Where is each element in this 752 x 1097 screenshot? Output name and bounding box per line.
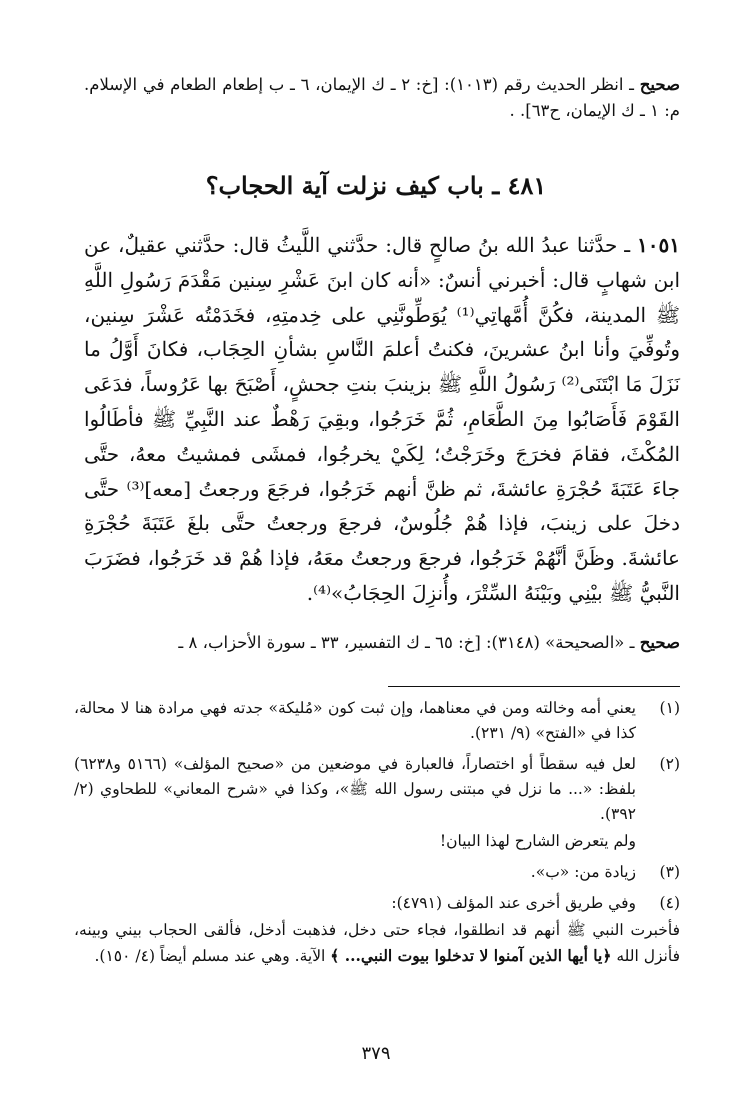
grade-label: صحيح: [639, 633, 680, 652]
footnote-number: (٣): [659, 863, 680, 881]
footnote-number: (٢): [659, 755, 680, 773]
continuation-text-end: الآية. وهي عند مسلم أيضاً (٤/ ١٥٠).: [94, 947, 331, 965]
footnote-number: (٤): [659, 894, 680, 912]
footnote-text: زيادة من: «ب».: [530, 863, 636, 881]
grade-label: صحيح: [639, 75, 680, 94]
continuation-text: فأخبرت النبي ﷺ أنهم قد انطلقوا، فجاء حتى دخل، فذهبت أدخل، فألقى الحجاب بيني وبينه، فأنزل الله: [74, 921, 680, 965]
footnote-number: (١): [659, 699, 680, 717]
footnote-remark: ولم يتعرض الشارح لهذا البيان!: [439, 832, 636, 850]
footnote-item: [74, 752, 680, 854]
footnote-separator: [388, 686, 680, 687]
footnote-text: يعني أمه وخالته ومن في معناهما، وإن ثبت كون «مُليكة» جدته فهي مرادة هنا لا محالة، كذا في «الفتح» (٩/ ٢٣١).: [74, 699, 636, 742]
hadith-body: [84, 228, 680, 611]
page-number: ٣٧٩: [361, 1043, 391, 1064]
footnote-item: [74, 860, 680, 885]
grading-reference: ـ «الصحيحة» (٣١٤٨): [خ: ٦٥ ـ ك التفسير، ٣٣ ـ سورة الأحزاب، ٨ ـ: [178, 633, 640, 652]
footnote-body: [74, 752, 636, 854]
footnote-text: لعل فيه سقطاً أو اختصاراً، فالعبارة في موضعين من «صحيح المؤلف» (٥١٦٦ و٦٢٣٨) بلفظ: «... ما نزل في مبتنى رسول الله ﷺ»، وكذا في «شرح المعاني» للطحاوي (٢/ ٣٩٢).: [74, 755, 636, 823]
hadith-number: ١٠٥١: [637, 233, 680, 257]
footnote-item: [74, 891, 680, 916]
footnotes: [74, 696, 680, 969]
quran-quote: ﴿يا أيها الذين آمنوا لا تدخلوا بيوت النبي... ﴾: [330, 946, 612, 965]
footnote-text: وفي طريق أخرى عند المؤلف (٤٧٩١):: [391, 894, 636, 912]
chapter-heading: ٤٨١ ـ باب كيف نزلت آية الحجاب؟: [205, 171, 547, 200]
footnote-item: [74, 696, 680, 746]
reference-text: ـ انظر الحديث رقم (١٠١٣): [خ: ٢ ـ ك الإيمان، ٦ ـ ب إطعام الطعام في الإسلام. م: ١ ـ ك الإيمان، ح٦٣]. .: [84, 75, 680, 120]
footnote-continuation: [74, 918, 680, 969]
hadith-grading: [84, 631, 680, 655]
hadith-text: ـ حدَّثنا عبدُ الله بنُ صالحٍ قال: حدَّثني اللَّيثُ قال: حدَّثني عقيلٌ، عن ابن شهابٍ قال: أخبرني أنسٌ: «أنه كان ابنَ عَشْرِ سِنين مَقْدَمَ رَسُولِ اللَّهِ ﷺ المدينة، فكُنَّ أُمَّهاتِي⁽¹⁾ يُوَطِّونَّنِي على خِدمتِهِ، فخَدَمْتُه عَشْرَ سِنين، وتُوفِّيَ وأنا ابنُ عشرينَ، فكنتُ أعلمَ النَّاسِ بشأنِ الحِجَاب، فكانَ أَوَّلُ ما نَزَلَ مَا ابْتَنَى⁽²⁾ رَسُولُ اللَّهِ ﷺ بزينبَ بنتِ جحشٍ، أَصْبَحَ بها عَرُوساً، فدَعَى القَوْمَ فَأَصَابُوا مِنَ الطَّعَامِ، ثُمَّ خَرَجُوا، وبقِيَ رَهْطٌ عند النَّبِيِّ ﷺ فأطَالُوا المُكْثَ، فقامَ فخرَجَ وخَرَجْتُ؛ لِكَيْ يخرجُوا، فمشَى فمشيتُ معهُ، حتَّى جاءَ عَتَبَةَ حُجْرَةِ عائشةَ، ثم ظنَّ أنهم خَرَجُوا، فرجَعَ ورجعتُ [معه]⁽³⁾ حتَّى دخلَ على زينبَ، فإذا هُمْ جُلُوسٌ، فرجعَ ورجعتُ حتَّى بلغَ عَتَبَةَ حُجْرَةِ عائشةَ. وظَنَّ أنَّهُمْ خَرَجُوا، فرجعَ ورجعتُ معَهُ، فإذا هُمْ قد خَرَجُوا، فضَرَبَ النَّبيُّ ﷺ بيْنِي وبَيْنَهُ السِّتْرَ، وأُنزِلَ الحِجَابُ»⁽⁴⁾.: [84, 233, 681, 605]
previous-hadith-reference: [84, 72, 680, 124]
